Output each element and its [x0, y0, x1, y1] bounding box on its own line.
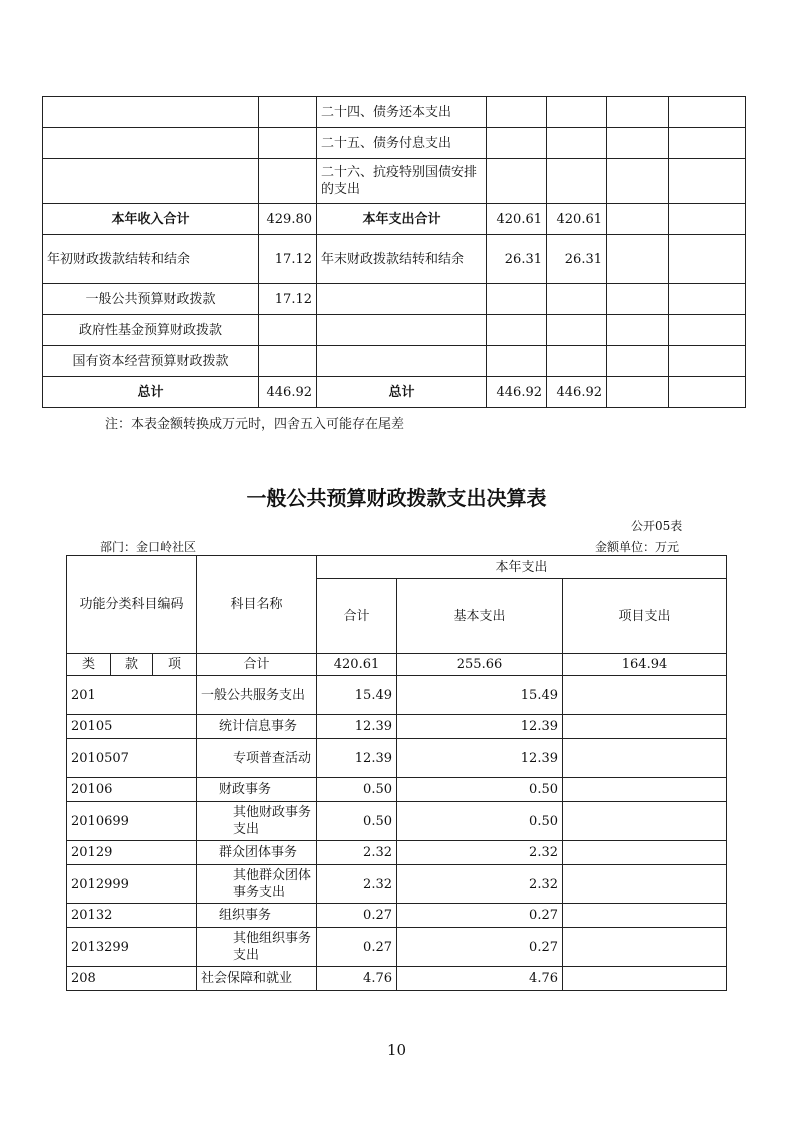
value-4: [669, 284, 746, 315]
basic-header: 基本支出: [397, 579, 563, 654]
value-3: [607, 204, 669, 235]
value-3: [607, 97, 669, 128]
total-cell: 0.27: [317, 904, 397, 928]
value-4: [669, 346, 746, 377]
table-row: [43, 346, 746, 377]
value-4: [669, 235, 746, 284]
left-label: [43, 128, 259, 159]
value-4: [669, 97, 746, 128]
table-row: [67, 865, 727, 904]
table-row: [67, 841, 727, 865]
project-cell: [563, 904, 727, 928]
left-value: [259, 315, 317, 346]
form-code-label: 公开05表: [631, 519, 683, 533]
value-2: [547, 128, 607, 159]
basic-cell: 0.50: [397, 802, 563, 841]
code-cell: 2010699: [67, 802, 197, 841]
func-class-header: 功能分类科目编码: [67, 556, 197, 654]
project-header: 项目支出: [563, 579, 727, 654]
table-row: [67, 739, 727, 778]
value-4: [669, 159, 746, 204]
total-cell: 15.49: [317, 676, 397, 715]
basic-cell: 2.32: [397, 865, 563, 904]
name-cell: 其他组织事务支出: [197, 928, 317, 967]
project-cell: [563, 928, 727, 967]
right-label: [317, 315, 487, 346]
left-label: 政府性基金预算财政拨款: [43, 315, 259, 346]
basic-cell: 12.39: [397, 739, 563, 778]
expenditure-total-label: 本年支出合计: [317, 204, 487, 235]
project-cell: [563, 967, 727, 991]
page-title: 一般公共预算财政拨款支出决算表: [246, 486, 547, 510]
right-label: [317, 284, 487, 315]
right-label: 年末财政拨款结转和结余: [317, 235, 487, 284]
value-2: 26.31: [547, 235, 607, 284]
value-3: [607, 128, 669, 159]
table-row: [43, 128, 746, 159]
code-cell: 208: [67, 967, 197, 991]
value-1: [487, 97, 547, 128]
value-1: [487, 315, 547, 346]
total-cell: 0.50: [317, 778, 397, 802]
table-row: [43, 284, 746, 315]
expenditure-table: [66, 555, 727, 991]
left-value: [259, 346, 317, 377]
rounding-note: 注：本表金额转换成万元时，四舍五入可能存在尾差: [105, 417, 405, 432]
basic-cell: 12.39: [397, 715, 563, 739]
right-label: 二十四、债务还本支出: [317, 97, 487, 128]
value-3: [607, 377, 669, 408]
name-cell: 财政事务: [197, 778, 317, 802]
table-row: [67, 715, 727, 739]
code-cell: 20132: [67, 904, 197, 928]
table-row: [67, 967, 727, 991]
right-label: [317, 346, 487, 377]
table-row: [67, 676, 727, 715]
value-2: 420.61: [547, 204, 607, 235]
code-cell: 20106: [67, 778, 197, 802]
sum-project: 164.94: [563, 654, 727, 676]
name-cell: 其他财政事务支出: [197, 802, 317, 841]
value-2: [547, 284, 607, 315]
name-cell: 一般公共服务支出: [197, 676, 317, 715]
left-label: 年初财政拨款结转和结余: [43, 235, 259, 284]
value-1: 420.61: [487, 204, 547, 235]
value-1: [487, 159, 547, 204]
table-row: [43, 377, 746, 408]
basic-cell: 0.50: [397, 778, 563, 802]
value-3: [607, 235, 669, 284]
table-row: [43, 204, 746, 235]
value-1: 26.31: [487, 235, 547, 284]
kuan-header: 款: [111, 654, 153, 676]
table-row: [43, 315, 746, 346]
table-row: [43, 159, 746, 204]
name-cell: 专项普查活动: [197, 739, 317, 778]
sum-row: [67, 654, 727, 676]
value-1: 446.92: [487, 377, 547, 408]
table-row: [43, 97, 746, 128]
value-4: [669, 315, 746, 346]
left-label: 一般公共预算财政拨款: [43, 284, 259, 315]
table-row: [67, 802, 727, 841]
value-2: 446.92: [547, 377, 607, 408]
total-cell: 0.50: [317, 802, 397, 841]
project-cell: [563, 676, 727, 715]
income-total-label: 本年收入合计: [43, 204, 259, 235]
left-label: [43, 97, 259, 128]
code-cell: 2013299: [67, 928, 197, 967]
left-value: 17.12: [259, 235, 317, 284]
table-row: [67, 778, 727, 802]
project-cell: [563, 778, 727, 802]
lei-header: 类: [67, 654, 111, 676]
value-1: [487, 284, 547, 315]
amount-unit-label: 金额单位：万元: [595, 540, 680, 554]
grand-total-label-right: 总计: [317, 377, 487, 408]
name-cell: 社会保障和就业: [197, 967, 317, 991]
basic-cell: 2.32: [397, 841, 563, 865]
name-cell: 其他群众团体事务支出: [197, 865, 317, 904]
department-label: 部门：金口岭社区: [100, 540, 197, 554]
name-cell: 群众团体事务: [197, 841, 317, 865]
value-2: [547, 315, 607, 346]
basic-cell: 4.76: [397, 967, 563, 991]
right-label: 二十六、抗疫特别国债安排的支出: [317, 159, 487, 204]
table-row: [67, 904, 727, 928]
basic-cell: 15.49: [397, 676, 563, 715]
subject-name-header: 科目名称: [197, 556, 317, 654]
header-row: [67, 556, 727, 579]
income-expenditure-summary-table: [42, 96, 746, 408]
xiang-header: 项: [153, 654, 197, 676]
value-3: [607, 159, 669, 204]
value-2: [547, 97, 607, 128]
project-cell: [563, 715, 727, 739]
value-1: [487, 128, 547, 159]
value-3: [607, 315, 669, 346]
project-cell: [563, 802, 727, 841]
basic-cell: 0.27: [397, 928, 563, 967]
name-cell: 组织事务: [197, 904, 317, 928]
left-value: 446.92: [259, 377, 317, 408]
code-cell: 2010507: [67, 739, 197, 778]
value-1: [487, 346, 547, 377]
basic-cell: 0.27: [397, 904, 563, 928]
code-cell: 20105: [67, 715, 197, 739]
table-row: [43, 235, 746, 284]
left-label: [43, 159, 259, 204]
left-value: 429.80: [259, 204, 317, 235]
page-number: 10: [386, 1041, 407, 1059]
project-cell: [563, 739, 727, 778]
total-cell: 0.27: [317, 928, 397, 967]
sum-total: 420.61: [317, 654, 397, 676]
left-label: 国有资本经营预算财政拨款: [43, 346, 259, 377]
value-4: [669, 204, 746, 235]
total-cell: 2.32: [317, 841, 397, 865]
project-cell: [563, 865, 727, 904]
total-cell: 4.76: [317, 967, 397, 991]
current-year-header: 本年支出: [317, 556, 727, 579]
value-3: [607, 284, 669, 315]
left-value: [259, 128, 317, 159]
left-value: 17.12: [259, 284, 317, 315]
right-label: 二十五、债务付息支出: [317, 128, 487, 159]
code-cell: 2012999: [67, 865, 197, 904]
value-4: [669, 377, 746, 408]
grand-total-label: 总计: [43, 377, 259, 408]
table-row: [67, 928, 727, 967]
value-2: [547, 159, 607, 204]
left-value: [259, 159, 317, 204]
total-cell: 2.32: [317, 865, 397, 904]
value-3: [607, 346, 669, 377]
left-value: [259, 97, 317, 128]
sum-basic: 255.66: [397, 654, 563, 676]
code-cell: 20129: [67, 841, 197, 865]
total-cell: 12.39: [317, 715, 397, 739]
value-2: [547, 346, 607, 377]
value-4: [669, 128, 746, 159]
name-cell: 统计信息事务: [197, 715, 317, 739]
total-cell: 12.39: [317, 739, 397, 778]
total-header: 合计: [317, 579, 397, 654]
sum-label: 合计: [197, 654, 317, 676]
code-cell: 201: [67, 676, 197, 715]
project-cell: [563, 841, 727, 865]
